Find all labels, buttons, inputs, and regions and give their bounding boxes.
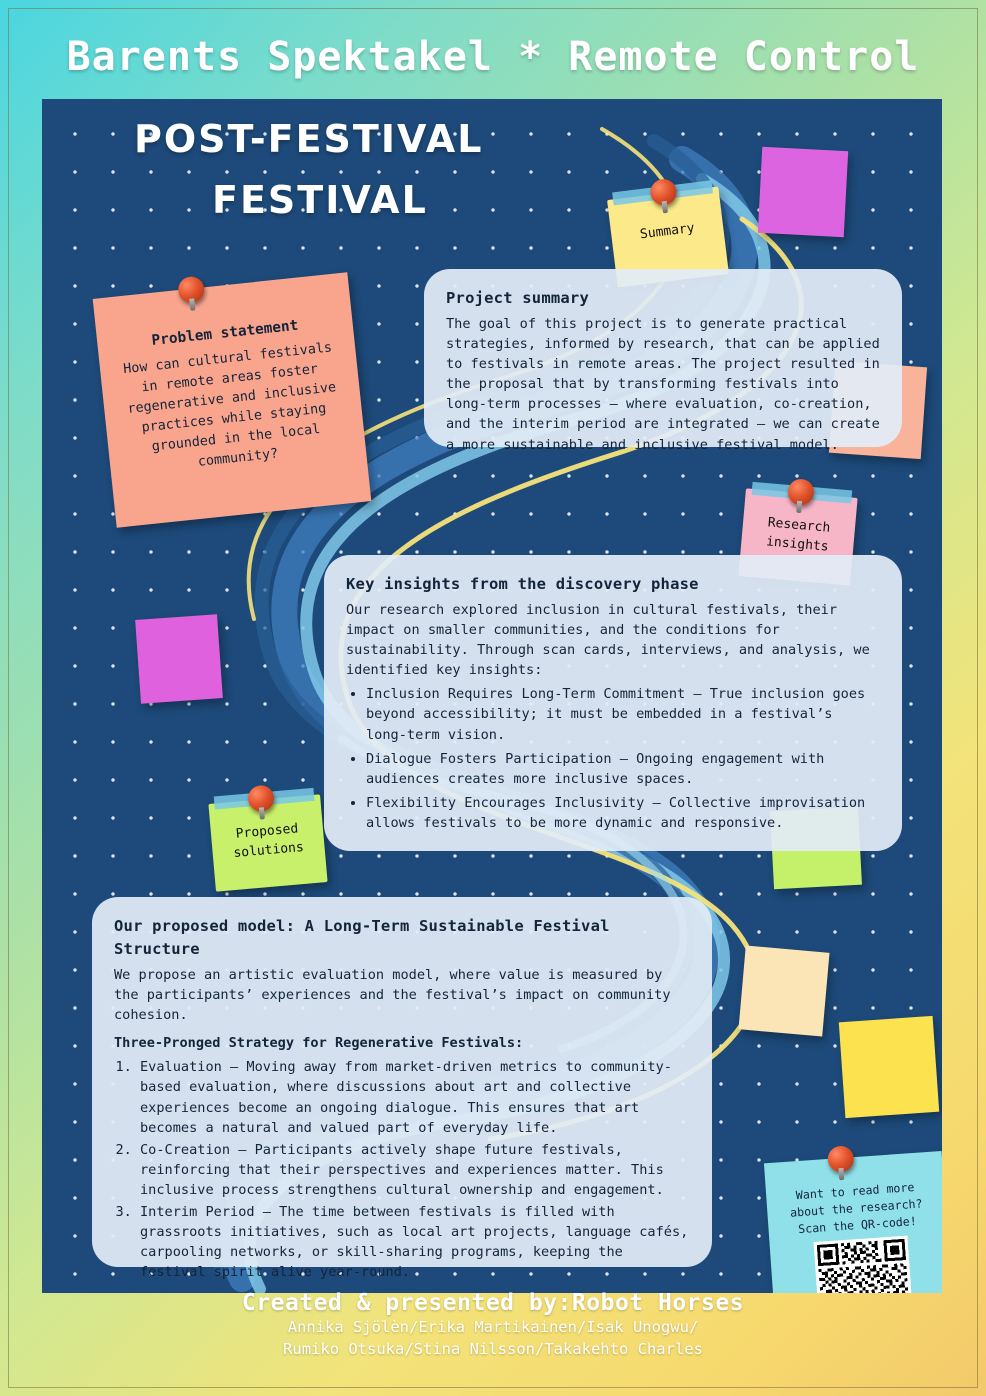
project-summary-body: The goal of this project is to generate practical strategies, informed by research, that can be applied to festivals in remote areas. The project resulted in the proposal that by transforming festivals into long-term processes – where evaluation, co-creation, and the interim period are integrated – we can create a more sustainable and inclusive festival model.: [446, 315, 880, 453]
proposed-model-heading: Our proposed model: A Long-Term Sustainable Festival Structure: [114, 917, 610, 958]
strategy-list: [114, 1057, 690, 1282]
key-insights-list: [346, 684, 880, 833]
list-item: 2. Co-Creation – Participants actively shape future festivals, reinforcing that their perspectives and experiences matter. This inclusive process strengthens cultural ownership and engagement.: [140, 1140, 690, 1200]
list-item: 1. Evaluation – Moving away from market-driven metrics to community-based evaluation, where discussions about art and collective experiences become an ongoing dialogue. This ensures that art becomes a natural and valued part of everyday life.: [140, 1057, 690, 1137]
solutions-tab-label: Proposed solutions: [232, 821, 305, 861]
poster-board: [42, 99, 942, 1293]
decorative-sticky-note: [135, 614, 223, 704]
list-item: • Dialogue Fosters Participation – Ongoing engagement with audiences creates more inclusive spaces.: [366, 749, 880, 789]
credits-line-1: Created & presented by:Robot Horses: [241, 1290, 745, 1316]
project-summary-card: [424, 269, 902, 453]
key-insights-heading: Key insights from the discovery phase: [346, 575, 699, 593]
poster-heading-line1: POST-FESTIVAL: [134, 117, 484, 161]
proposed-model-body: We propose an artistic evaluation model, where value is measured by the participants’ experiences and the festival’s impact on community cohesion.: [114, 966, 671, 1024]
credits-line-3: Rumiko Otsuka/Stina Nilsson/Takakehto Charles: [283, 1340, 703, 1359]
qr-code-icon[interactable]: [814, 1236, 914, 1293]
summary-tab-label: Summary: [639, 220, 696, 243]
problem-statement-body: How can cultural festivals in remote areas foster regenerative and inclusive practices while staying grounded in the local community?: [122, 339, 337, 471]
list-item: • Flexibility Encourages Inclusivity – Collective improvisation allows festivals to be more dynamic and responsive.: [366, 793, 880, 833]
key-insights-body: Our research explored inclusion in cultural festivals, their impact on smaller communities, and the conditions for sustainability. Through scan cards, interviews, and analysis, we identified key insights:: [346, 601, 870, 679]
research-tab-label: Research insights: [765, 515, 831, 555]
list-item: • Inclusion Requires Long-Term Commitment – True inclusion goes beyond accessibility; it must be embedded in a festival’s long-term vision.: [366, 684, 880, 744]
solutions-tab-note: [208, 794, 327, 891]
problem-statement-title: Problem statement: [150, 317, 300, 350]
decorative-sticky-note: [738, 945, 829, 1036]
qr-note-text: Want to read more about the research? Scan the QR-code!: [789, 1180, 923, 1236]
page-title: [134, 109, 654, 231]
credits-line-2: Annika Sjölèn/Erika Martikainen/Isak Unogwu/: [287, 1318, 699, 1336]
strategy-subheading: Three-Pronged Strategy for Regenerative Festivals:: [114, 1035, 524, 1052]
poster-heading-line2: FESTIVAL: [212, 177, 428, 222]
project-summary-heading: Project summary: [446, 289, 589, 307]
decorative-sticky-note: [839, 1016, 939, 1118]
proposed-model-card: [92, 897, 712, 1281]
qr-code-note[interactable]: [764, 1151, 942, 1293]
qr-code-graphic: [817, 1239, 911, 1293]
key-insights-card: [324, 555, 902, 851]
list-item: 3. Interim Period – The time between festivals is filled with grassroots initiatives, such as local art projects, language cafés, carpooling networks, or skill-sharing programs, keeping the festival spirit alive year-round.: [140, 1202, 690, 1282]
problem-statement-note: [93, 272, 372, 527]
festival-title: Barents Spektakel * Remote Control: [66, 34, 920, 80]
decorative-sticky-note: [758, 147, 848, 237]
credits-block: [0, 1290, 986, 1361]
